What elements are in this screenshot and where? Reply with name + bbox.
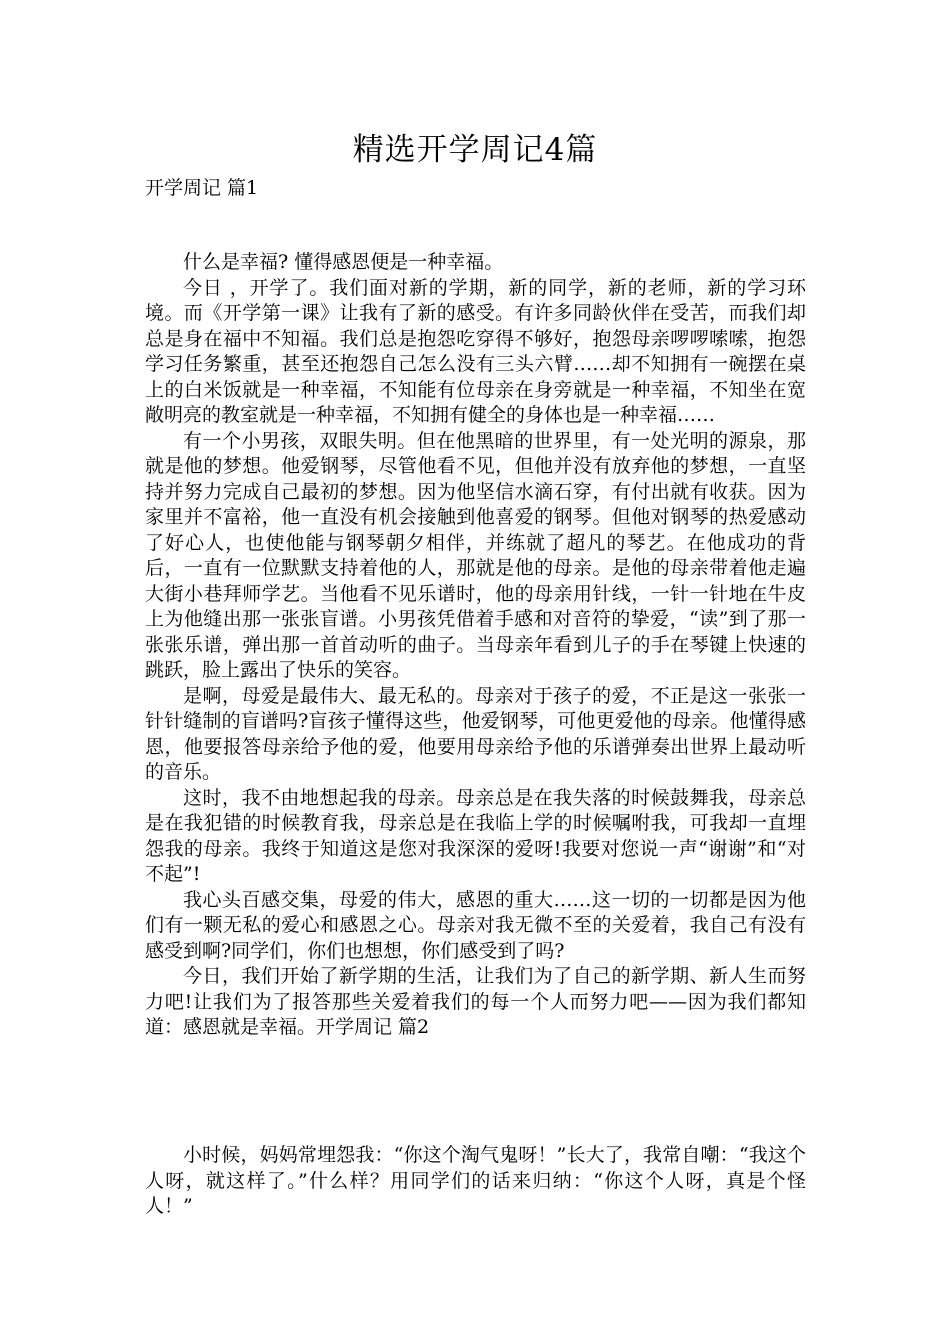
section-2-body — [145, 1143, 806, 1220]
paragraph-text: 今日，我们开始了新学期的生活，让我们为了自己的新学期、新人生而努力吧!让我们为了报答那些关爱着我们的每一个人而努力吧——因为我们都知道：感恩就是幸福。 — [145, 965, 806, 1038]
paragraph: 什么是幸福? 懂得感恩便是一种幸福。 — [183, 251, 504, 273]
document-title: 精选开学周记4篇 — [352, 132, 598, 168]
paragraph: 小时候，妈妈常埋怨我：“你这个淘气鬼呀！”长大了，我常自嘲：“我这个人呀，就这样了。”什么样？用同学们的话来归纳：“你这个人呀，真是个怪人！” — [145, 1144, 806, 1217]
paragraph: 今日 ，开学了。我们面对新的学期，新的同学，新的老师，新的学习环境。而《开学第一课》让我有了新的感受。有许多同龄伙伴在受苦，而我们却总是身在福中不知福。我们总是抱怨吃穿得不够好，抱怨母亲啰啰嗦嗦，抱怨学习任务繁重，甚至还抱怨自己怎么没有三头六臂……却不知拥有一碗摆在桌上的白米饭就是一种幸福，不知能有位母亲在身旁就是一种幸福，不知坐在宽敞明亮的教室就是一种幸福，不知拥有健全的身体也是一种幸福…… — [145, 276, 806, 426]
paragraph: 是啊，母爱是最伟大、最无私的。母亲对于孩子的爱，不正是这一张张一针针缝制的盲谱吗?盲孩子懂得这些，他爱钢琴，可他更爱他的母亲。他懂得感恩，他要报答母亲给予他的爱，他要用母亲给予他的乐谱弹奏出世界上最动听的音乐。 — [145, 684, 806, 783]
section-heading-1: 开学周记 篇1 — [145, 177, 259, 199]
paragraph: 这时，我不由地想起我的母亲。母亲总是在我失落的时候鼓舞我，母亲总是在我犯错的时候教育我，母亲总是在我临上学的时候嘱咐我，可我却一直埋怨我的母亲。我终于知道这是您对我深深的爱呀!我要对您说一声“谢谢”和“对不起”! — [145, 786, 806, 885]
paragraph: 有一个小男孩，双眼失明。但在他黑暗的世界里，有一处光明的源泉，那就是他的梦想。他爱钢琴，尽管他看不见，但他并没有放弃他的梦想，一直坚持并努力完成自己最初的梦想。因为他坚信水滴石穿，有付出就有收获。因为家里并不富裕，他一直没有机会接触到他喜爱的钢琴。但他对钢琴的热爱感动了好心人，也使他能与钢琴朝夕相伴，并练就了超凡的琴艺。在他成功的背后，一直有一位默默支持着他的人，那就是他的母亲。是他的母亲带着他走遍大街小巷拜师学艺。当他看不见乐谱时，他的母亲用针线，一针一针地在牛皮上为他缝出那一张张盲谱。小男孩凭借着手感和对音符的挚爱，“读”到了那一张张乐谱，弹出那一首首动听的曲子。当母亲年看到儿子的手在琴键上快速的跳跃，脸上露出了快乐的笑容。 — [145, 429, 806, 681]
paragraph: 我心头百感交集，母爱的伟大，感恩的重大……这一切的一切都是因为他们有一颗无私的爱心和感恩之心。母亲对我无微不至的关爱着，我自己有没有感受到啊?同学们，你们也想想，你们感受到了吗? — [145, 888, 806, 962]
section-1-body — [145, 250, 806, 1041]
section-heading-2: 开学周记 篇2 — [316, 1016, 430, 1038]
paragraph-with-next-heading — [145, 964, 806, 1041]
